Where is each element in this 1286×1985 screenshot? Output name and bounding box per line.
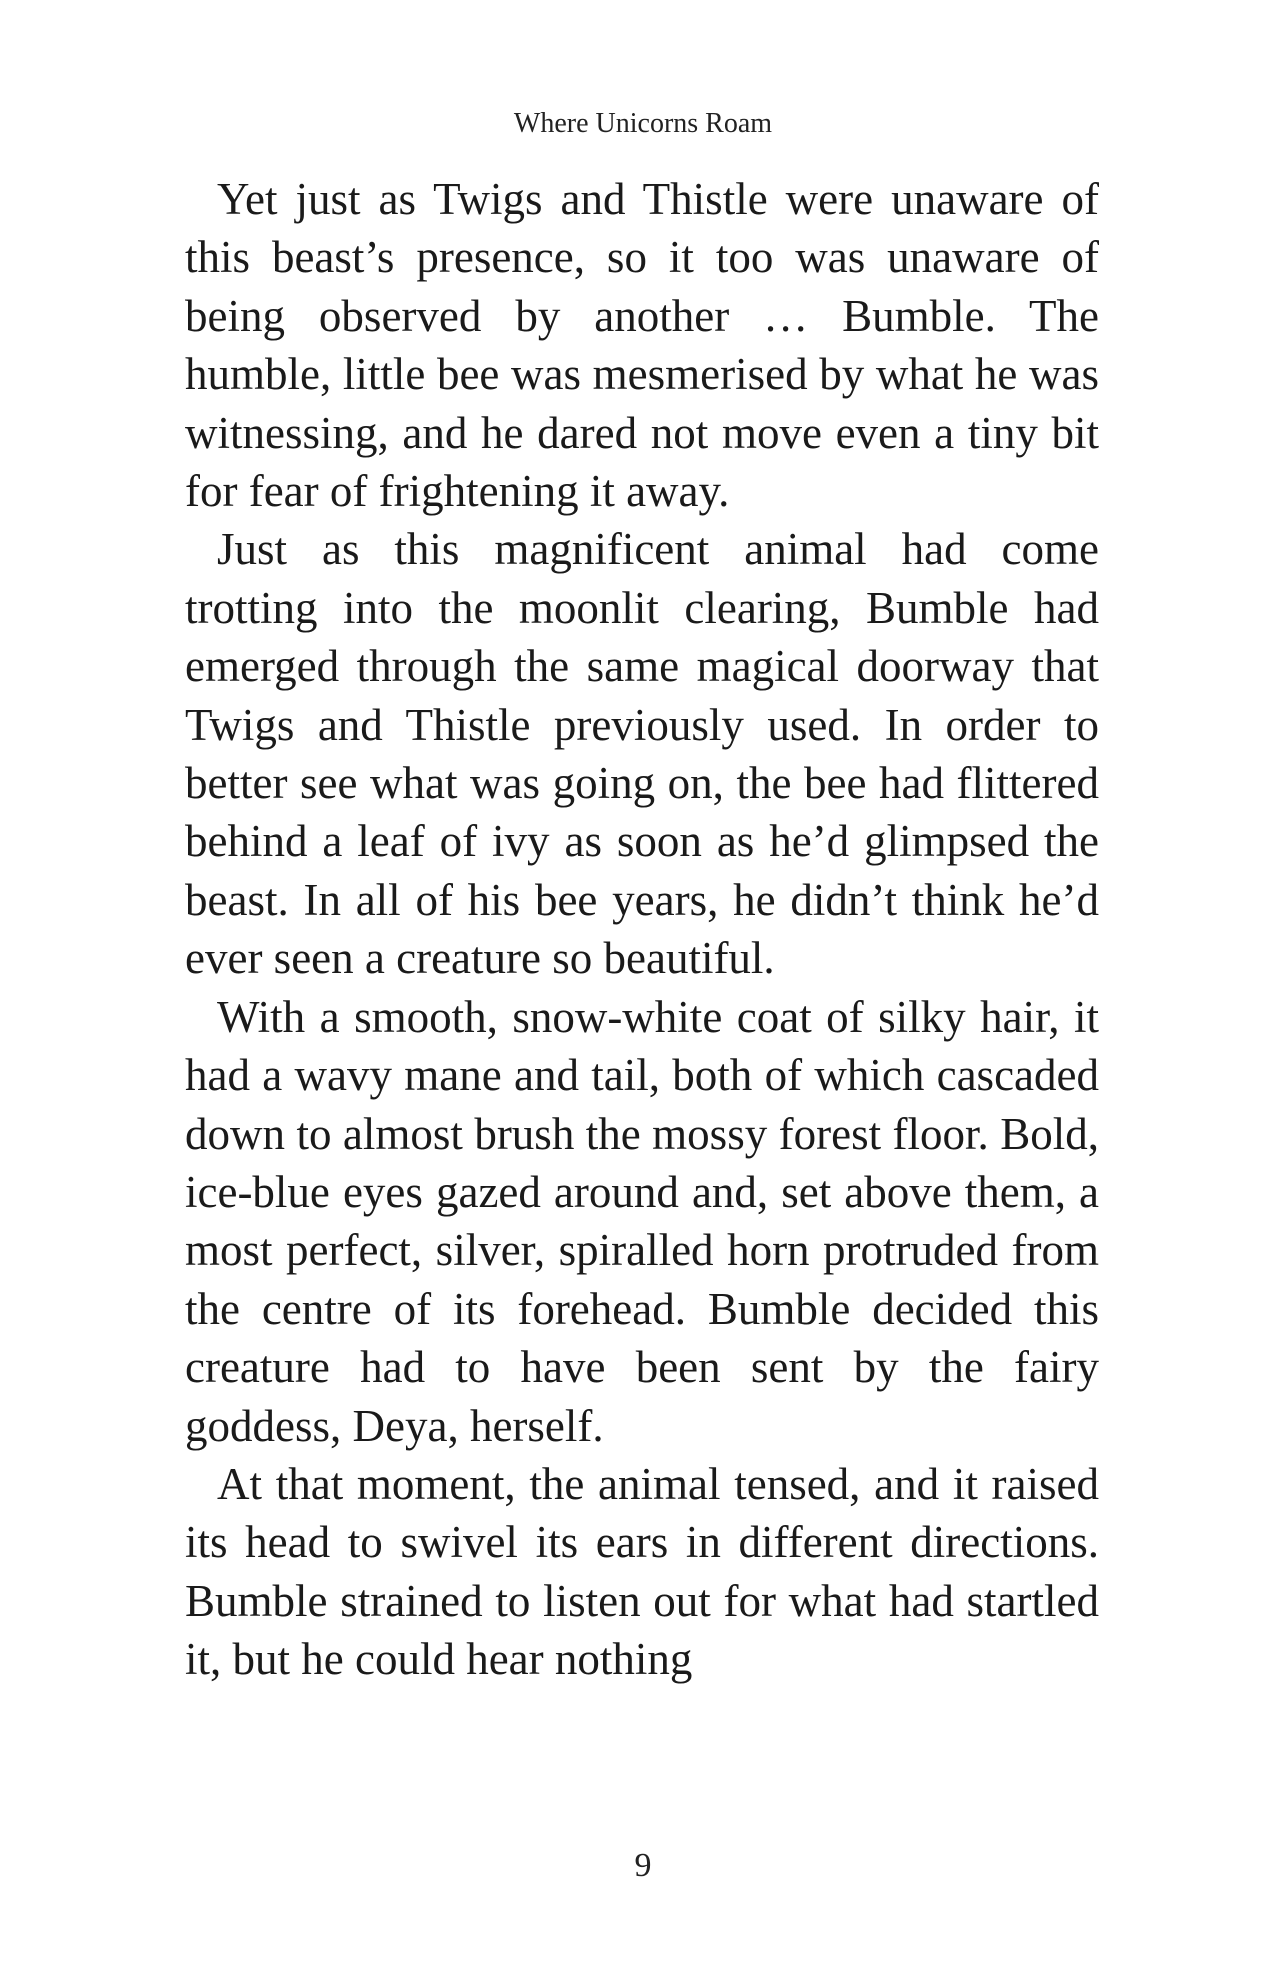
page-number: 9 (634, 1847, 652, 1884)
running-header: Where Unicorns Roam (513, 108, 773, 139)
paragraph: With a smooth, snow-white coat of silky hair, it had a wavy mane and tail, both of which cascaded down to almost brush the mossy forest floor. Bold, ice-blue eyes gazed around and, set above them, a most perfect, silver, spiralled horn protruded from the centre of its forehead. Bumble decided this creature had to have been sent by the fairy goddess, Deya, herself. (185, 991, 1099, 1451)
paragraph: Just as this magnificent animal had come trotting into the moonlit clearing, Bumble had emerged through the same magical doorway that Twigs and Thistle previously used. In order to better see what was going on, the bee had flittered behind a leaf of ivy as soon as he’d glimpsed the beast. In all of his bee years, he didn’t think he’d ever seen a creature so beautiful. (185, 524, 1099, 984)
paragraph: Yet just as Twigs and Thistle were unaware of this beast’s presence, so it too was unaware of being observed by another … Bumble. The humble, little bee was mesmerised by what he was witnessing, and he dared not move even a tiny bit for fear of frightening it away. (185, 174, 1099, 517)
body-text (185, 170, 1099, 1689)
paragraph: At that moment, the animal tensed, and it raised its head to swivel its ears in different directions. Bumble strained to listen out for what had startled it, but he could hear nothing (185, 1458, 1099, 1685)
